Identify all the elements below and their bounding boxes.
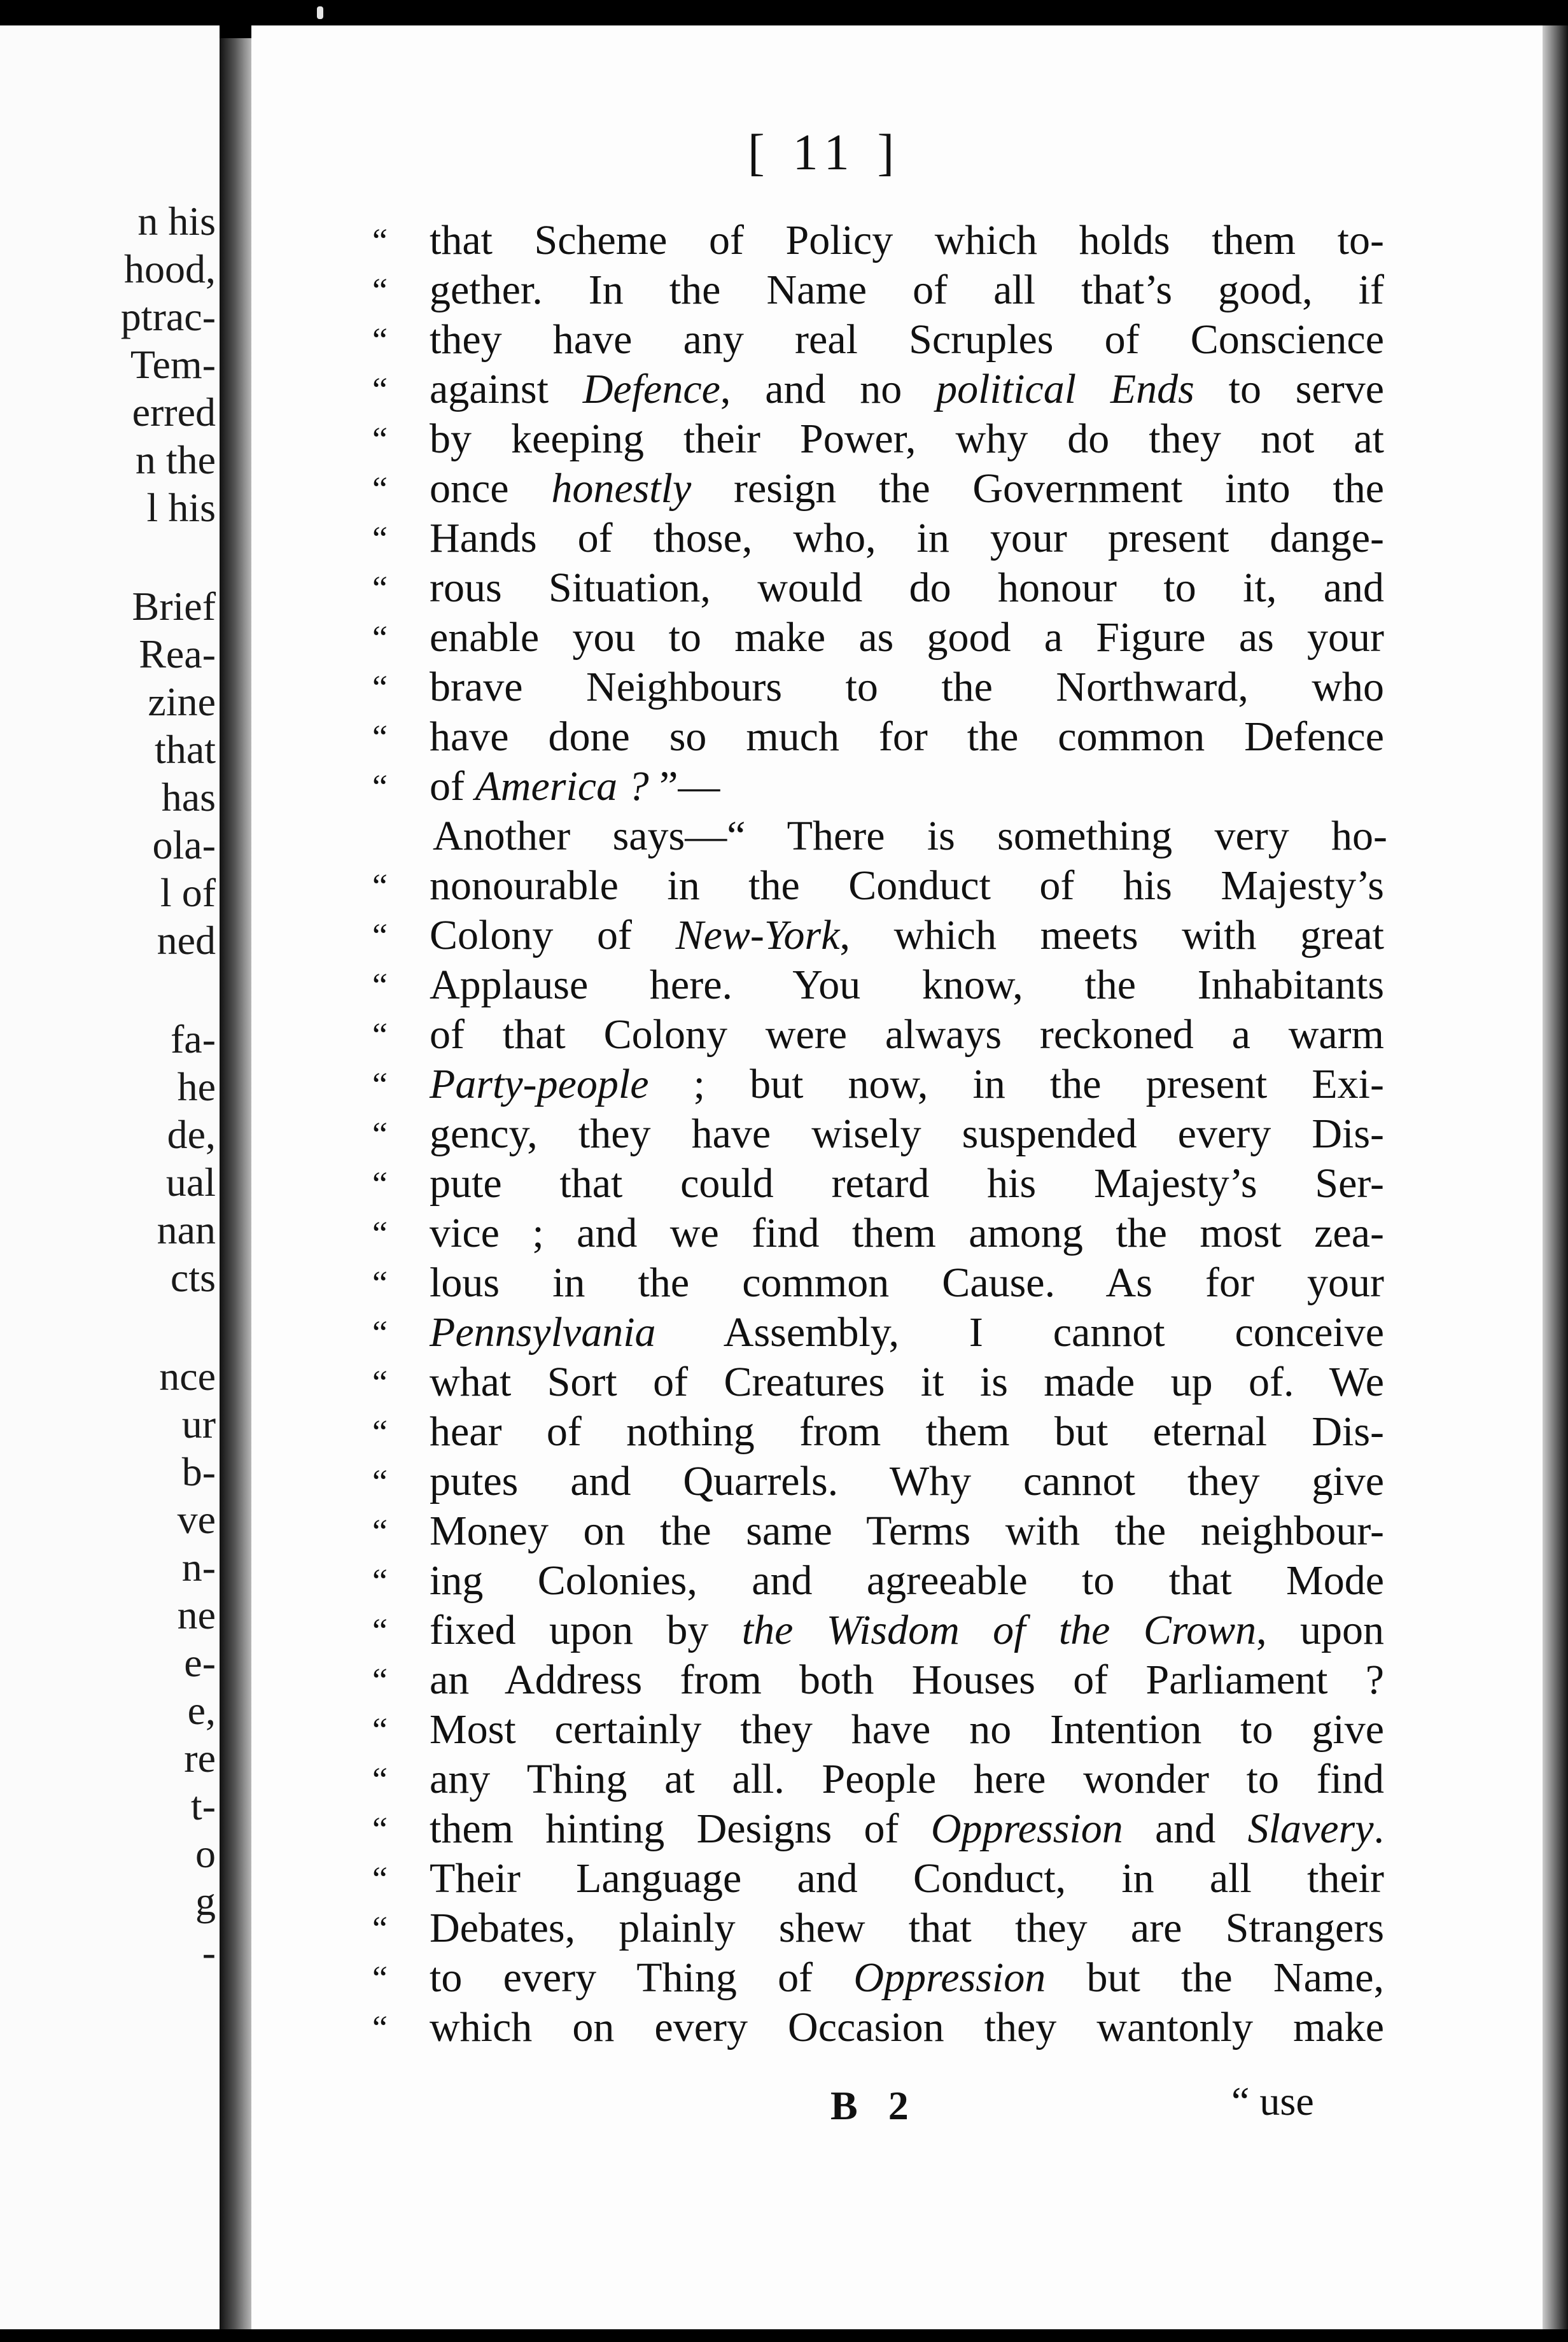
text-run: , which meets with great: [839, 912, 1384, 958]
text-run: of that Colony were always reckoned a warm: [430, 1011, 1384, 1058]
quotation-mark: “: [372, 1016, 389, 1054]
text-line: [251, 266, 1546, 314]
text-line: [251, 1954, 1546, 2002]
text-run: what Sort of Creatures it is made up of. We: [430, 1359, 1384, 1405]
left-page-text-fragment: ptrac-: [120, 294, 216, 339]
left-page-text-fragment: nan: [157, 1207, 216, 1252]
left-page-text-fragment: Tem-: [130, 342, 216, 387]
italic-phrase: the Wisdom of the Crown: [741, 1607, 1257, 1653]
line-text: [430, 1755, 1384, 1804]
line-text: [430, 911, 1384, 960]
text-line: [251, 1507, 1546, 1555]
line-text: [430, 1706, 1384, 1754]
quotation-mark: “: [372, 768, 389, 806]
left-page-text-fragment: that: [155, 727, 216, 772]
italic-phrase: Oppression: [853, 1954, 1046, 2001]
left-page-text-fragment: ned: [157, 918, 216, 963]
quotation-mark: “: [372, 1413, 389, 1451]
line-text: [430, 1855, 1384, 1903]
left-page-text-fragment: has: [161, 775, 216, 820]
text-run: vice ; and we find them among the most zea-: [430, 1210, 1384, 1256]
quotation-mark: “: [372, 271, 389, 309]
text-run: an Address from both Houses of Parliament ?: [430, 1657, 1384, 1703]
quotation-mark: “: [372, 1611, 389, 1650]
text-run: to serve: [1194, 366, 1384, 412]
text-line: [251, 2003, 1546, 2052]
line-text: [430, 1209, 1384, 1258]
text-run: putes and Quarrels. Why cannot they give: [430, 1458, 1384, 1504]
text-run: Another says—“ There is something very ho-: [433, 813, 1387, 859]
text-run: Most certainly they have no Intention to give: [430, 1706, 1384, 1753]
line-text: [430, 1160, 1384, 1208]
left-page-text-fragment: Brief: [132, 584, 216, 629]
text-line: [251, 1706, 1546, 1754]
quotation-mark: “: [372, 1810, 389, 1848]
text-run: ”—: [648, 763, 720, 810]
line-text: [430, 365, 1384, 414]
quotation-mark: “: [372, 1860, 389, 1898]
text-line: [251, 1904, 1546, 1953]
quotation-mark: “: [372, 221, 389, 260]
italic-phrase: honestly: [551, 465, 692, 512]
text-line: [251, 1457, 1546, 1506]
left-page-text-fragment: ual: [165, 1160, 216, 1205]
line-text: [430, 1656, 1384, 1704]
left-page-text-fragment: hood,: [124, 246, 216, 291]
text-line: [251, 1160, 1546, 1208]
text-run: ing Colonies, and agreeable to that Mode: [430, 1557, 1384, 1604]
text-run: any Thing at all. People here wonder to find: [430, 1756, 1384, 1802]
line-text: [430, 1805, 1384, 1853]
quotation-mark: “: [372, 1760, 389, 1799]
text-run: gether. In the Name of all that’s good, if: [430, 267, 1384, 313]
quotation-mark: “: [372, 1115, 389, 1153]
text-line: [251, 514, 1546, 563]
text-line: [251, 1805, 1546, 1853]
line-text: [430, 1259, 1384, 1307]
text-run: and: [1123, 1806, 1248, 1852]
text-run: of: [430, 763, 475, 810]
left-page-text-fragment: l his: [146, 485, 216, 530]
left-page-text-fragment: he: [177, 1064, 216, 1109]
text-line: [251, 663, 1546, 712]
line-text: [430, 316, 1384, 364]
text-line: [251, 1110, 1546, 1158]
text-run: fixed upon by: [430, 1607, 742, 1653]
quotation-mark: “: [372, 1165, 389, 1203]
text-run: resign the Government into the: [691, 465, 1384, 512]
text-run: Colony of: [430, 912, 676, 958]
quotation-mark: “: [372, 867, 389, 905]
text-line: [251, 961, 1546, 1009]
line-text: [430, 1358, 1384, 1406]
text-run: against: [430, 366, 583, 412]
text-run: Hands of those, who, in your present dange-: [430, 515, 1384, 561]
book-page: [251, 25, 1546, 2329]
left-page-text-fragment: ve: [177, 1497, 216, 1542]
left-page-text-fragment: n his: [137, 199, 216, 244]
quotation-mark: “: [372, 470, 389, 508]
left-page-text-fragment: t-: [190, 1783, 216, 1828]
text-run: they have any real Scruples of Conscience: [430, 316, 1384, 363]
line-text: [430, 1606, 1384, 1655]
line-text: [430, 415, 1384, 463]
quotation-mark: “: [372, 668, 389, 706]
quotation-mark: “: [372, 916, 389, 955]
text-run: Assembly, I cannot conceive: [655, 1309, 1384, 1356]
text-line: [251, 614, 1546, 662]
line-text: [430, 216, 1384, 265]
text-line: [251, 1060, 1546, 1109]
line-text: [430, 1904, 1384, 1953]
line-text: [430, 1011, 1384, 1059]
text-run: hear of nothing from them but eternal Dis-: [430, 1408, 1384, 1455]
line-text: [430, 1308, 1384, 1357]
left-page-text-fragment: l of: [160, 870, 216, 915]
left-page-text-fragment: b-: [181, 1449, 216, 1494]
text-run: ; but now, in the present Exi-: [648, 1061, 1384, 1107]
line-text: [430, 2003, 1384, 2052]
text-line: [251, 1259, 1546, 1307]
text-line: [251, 365, 1546, 414]
text-line: [251, 465, 1546, 513]
left-page-text-fragment: n-: [181, 1545, 216, 1590]
text-run: , upon: [1256, 1607, 1384, 1653]
text-run: but the Name,: [1046, 1954, 1384, 2001]
text-run: Debates, plainly shew that they are Strangers: [430, 1905, 1384, 1951]
left-page-text-fragment: zine: [148, 679, 216, 724]
line-text: [430, 862, 1384, 910]
left-page-text-fragment: o: [195, 1831, 216, 1876]
left-page-text-fragment: ur: [181, 1401, 216, 1447]
line-text: [430, 1507, 1384, 1555]
quotation-mark: “: [372, 569, 389, 607]
scan-speck: [317, 6, 323, 19]
text-line: [251, 862, 1546, 910]
quotation-mark: “: [372, 370, 389, 409]
left-page-text-fragment: ola-: [152, 822, 216, 867]
line-text: [430, 564, 1384, 612]
text-line: [251, 1606, 1546, 1655]
line-text: [430, 266, 1384, 314]
text-run: brave Neighbours to the Northward, who: [430, 664, 1384, 710]
line-text: [430, 961, 1384, 1009]
text-run: that Scheme of Policy which holds them to-: [430, 217, 1384, 263]
line-text: [430, 514, 1384, 563]
line-text: [430, 663, 1384, 712]
text-line: [251, 415, 1546, 463]
quotation-mark: “: [372, 1711, 389, 1749]
quotation-mark: “: [372, 2009, 389, 2047]
quotation-mark: “: [372, 1562, 389, 1600]
line-text: [430, 1110, 1384, 1158]
quotation-mark: “: [372, 1512, 389, 1550]
text-run: Applause here. You know, the Inhabitants: [430, 962, 1384, 1008]
text-run: have done so much for the common Defence: [430, 713, 1384, 760]
left-page-text-fragment: Rea-: [139, 631, 216, 677]
left-page-text-fragment: fa-: [170, 1016, 216, 1062]
text-run: pute that could retard his Majesty’s Ser-: [430, 1160, 1384, 1207]
text-run: by keeping their Power, why do they not at: [430, 416, 1384, 462]
text-run: gency, they have wisely suspended every Dis-: [430, 1111, 1384, 1157]
text-line: [251, 1358, 1546, 1406]
quotation-mark: “: [372, 1214, 389, 1252]
line-text: [430, 713, 1384, 761]
italic-phrase: Defence: [582, 366, 720, 412]
line-text: [430, 1060, 1384, 1109]
text-line: [251, 1011, 1546, 1059]
left-page-text-fragment: re: [184, 1735, 216, 1781]
text-run: them hinting Designs of: [430, 1806, 931, 1852]
catchword: “ use: [1231, 2079, 1314, 2124]
text-line: [251, 316, 1546, 364]
text-run: Money on the same Terms with the neighbour-: [430, 1508, 1384, 1554]
italic-phrase: Slavery: [1247, 1806, 1374, 1852]
line-text: [430, 1954, 1384, 2002]
text-line: [251, 564, 1546, 612]
left-page-text-fragment: e,: [187, 1688, 216, 1733]
italic-phrase: America ?: [475, 763, 649, 810]
text-run: Their Language and Conduct, in all their: [430, 1855, 1384, 1902]
quotation-mark: “: [372, 1959, 389, 1997]
text-line: [251, 713, 1546, 761]
left-page-text-fragment: -: [202, 1930, 216, 1975]
line-text: [430, 614, 1384, 662]
italic-phrase: political Ends: [936, 366, 1194, 412]
left-page-text-fragment: ne: [177, 1592, 216, 1637]
text-line: [251, 1855, 1546, 1903]
italic-phrase: Party-people: [430, 1061, 649, 1107]
text-run: lous in the common Cause. As for your: [430, 1259, 1384, 1306]
text-line: [251, 1209, 1546, 1258]
text-line: [251, 1308, 1546, 1357]
text-line: [251, 216, 1546, 265]
left-page-fragment: [0, 25, 220, 2329]
quotation-mark: “: [372, 619, 389, 657]
quotation-mark: “: [372, 966, 389, 1004]
line-text: [433, 812, 1387, 860]
line-text: [430, 465, 1384, 513]
text-line: [251, 1755, 1546, 1804]
italic-phrase: Pennsylvania: [430, 1309, 656, 1356]
quotation-mark: “: [372, 321, 389, 359]
text-run: once: [430, 465, 552, 512]
signature-mark: B 2: [830, 2083, 919, 2128]
quotation-mark: “: [372, 1363, 389, 1401]
line-text: [430, 1457, 1384, 1506]
text-line: [251, 812, 1546, 860]
page-body-text: [251, 216, 1546, 2189]
left-page-text-fragment: nce: [159, 1354, 216, 1399]
left-page-text-fragment: e-: [184, 1640, 216, 1685]
line-text: [430, 762, 1384, 811]
line-text: [430, 1557, 1384, 1605]
text-run: nonourable in the Conduct of his Majesty’s: [430, 862, 1384, 909]
text-run: rous Situation, would do honour to it, and: [430, 564, 1384, 611]
text-run: enable you to make as good a Figure as your: [430, 614, 1384, 661]
left-page-text-fragment: g: [195, 1879, 216, 1924]
left-page-text-fragment: de,: [167, 1112, 216, 1157]
left-page-text-fragment: cts: [170, 1255, 216, 1300]
page-number-header: [ 11 ]: [748, 125, 902, 181]
quotation-mark: “: [372, 420, 389, 458]
text-run: .: [1373, 1806, 1385, 1852]
text-line: [251, 911, 1546, 960]
text-run: , and no: [720, 366, 937, 412]
quotation-mark: “: [372, 1065, 389, 1104]
quotation-mark: “: [372, 1462, 389, 1501]
text-run: to every Thing of: [430, 1954, 854, 2001]
text-run: which on every Occasion they wantonly make: [430, 2004, 1384, 2051]
page-edge: [1543, 25, 1568, 2329]
left-page-text-fragment: erred: [132, 389, 216, 435]
italic-phrase: Oppression: [930, 1806, 1123, 1852]
quotation-mark: “: [372, 1909, 389, 1947]
text-line: [251, 762, 1546, 811]
quotation-mark: “: [372, 1661, 389, 1699]
quotation-mark: “: [372, 519, 389, 557]
text-line: [251, 1408, 1546, 1456]
text-line: [251, 1656, 1546, 1704]
line-text: [430, 1408, 1384, 1456]
text-line: [251, 1557, 1546, 1605]
quotation-mark: “: [372, 1264, 389, 1302]
italic-phrase: New-York: [675, 912, 840, 958]
left-page-text-fragment: n the: [135, 437, 216, 482]
quotation-mark: “: [372, 1314, 389, 1352]
quotation-mark: “: [372, 718, 389, 756]
